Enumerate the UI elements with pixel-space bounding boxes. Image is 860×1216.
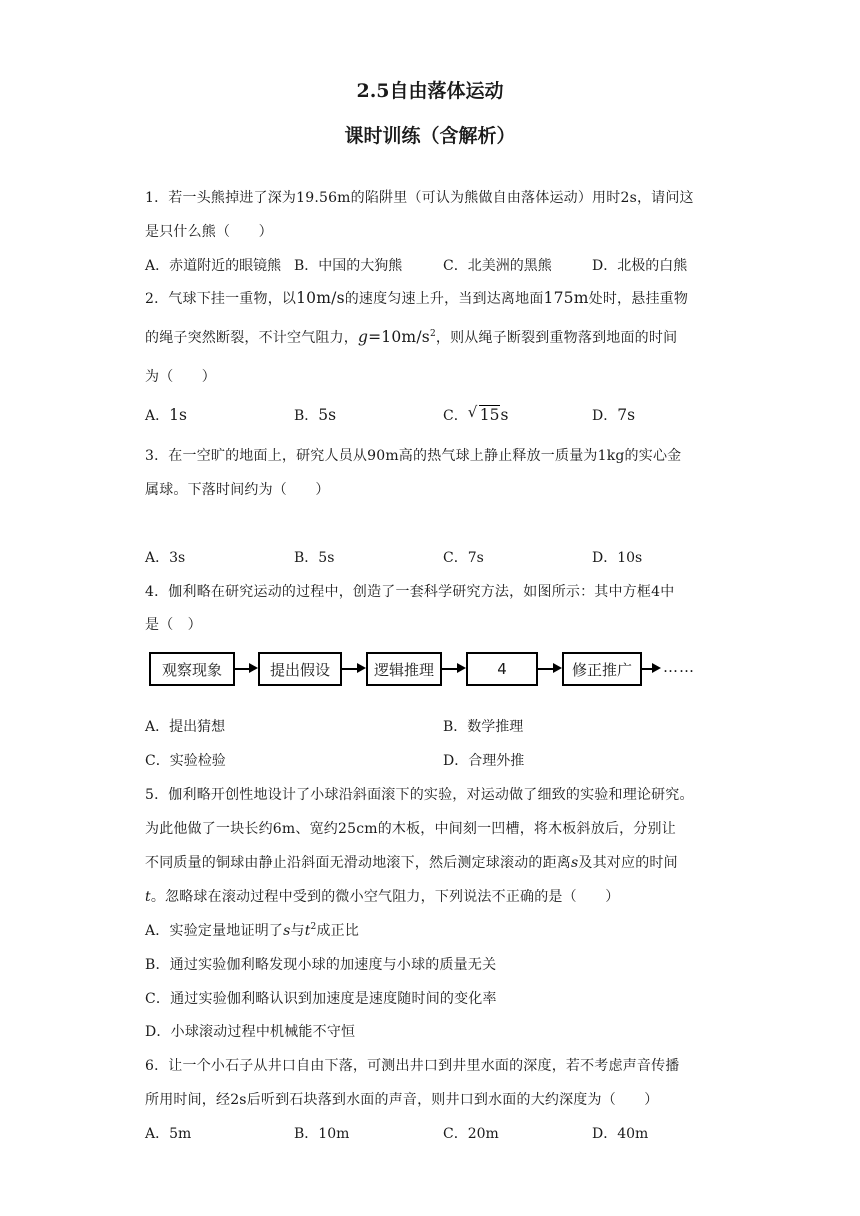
flow-arrow — [442, 668, 457, 670]
q2-speed: 10m/s — [296, 289, 345, 307]
q3-option-b: B．5s — [294, 550, 335, 566]
flow-arrow — [342, 668, 357, 670]
q6-option-d: D．40m — [592, 1126, 649, 1142]
arrow-head-icon — [553, 663, 562, 673]
q6-line1: 6．让一个小石子从井口自由下落，可测出井口到井里水面的深度，若不考虑声音传播 — [145, 1058, 680, 1074]
q4-option-b: B．数学推理 — [443, 719, 524, 735]
arrow-head-icon — [249, 663, 258, 673]
q5-line2: 为此他做了一块长约6m、宽约25cm的木板，中间刻一凹槽，将木板斜放后，分别让 — [145, 821, 676, 837]
q6-option-b: B．10m — [294, 1126, 350, 1142]
q6-option-c: C．20m — [443, 1126, 499, 1142]
flow-arrow — [538, 668, 553, 670]
q6-line2: 所用时间，经2s后听到石块落到水面的声音，则井口到水面的大约深度为（ ） — [145, 1092, 659, 1108]
flow-box-generalize: 修正推广 — [562, 652, 642, 686]
q2-text-b: 的速度匀速上升，当到达离地面 — [344, 291, 544, 307]
q1-option-d: D．北极的白熊 — [592, 258, 688, 274]
q2-line2 — [145, 327, 677, 347]
arrow-head-icon — [652, 663, 661, 673]
q2-line1 — [145, 288, 688, 308]
flow-arrow — [235, 668, 249, 670]
q2-line3: 为（ ） — [145, 369, 216, 385]
q5-line3: 不同质量的铜球由静止沿斜面无滑动地滚下，然后测定球滚动的距离s及其对应的时间 — [145, 855, 678, 871]
q2-option-b: B．5s — [294, 406, 337, 424]
q3-option-c: C．7s — [443, 550, 484, 566]
flow-arrow — [642, 668, 652, 670]
q1-option-a: A．赤道附近的眼镜熊 — [145, 258, 282, 274]
q4-option-c: C．实验检验 — [145, 753, 226, 769]
q3-line1: 3．在一空旷的地面上，研究人员从90m高的热气球上静止释放一质量为1kg的实心金 — [145, 448, 682, 464]
q4-line2: 是（ ） — [145, 617, 202, 633]
flow-box-4: 4 — [466, 652, 538, 686]
q5-option-c: C．通过实验伽利略认识到加速度是速度随时间的变化率 — [145, 991, 497, 1007]
flow-dots: …… — [663, 658, 695, 676]
q1-line1: 1．若一头熊掉进了深为19.56m的陷阱里（可认为熊做自由落体运动）用时2s，请问这 — [145, 190, 694, 206]
flow-diagram — [145, 648, 705, 692]
flow-box-hypothesis: 提出假设 — [258, 652, 342, 686]
page-title: 2.5自由落体运动 — [356, 80, 504, 102]
q6-option-a: A．5m — [145, 1126, 192, 1142]
q1-option-c: C．北美洲的黑熊 — [443, 258, 552, 274]
q5-line4: t。忽略球在滚动过程中受到的微小空气阻力，下列说法不正确的是（ ） — [145, 889, 620, 905]
q2-option-d: D．7s — [592, 406, 636, 424]
arrow-head-icon — [457, 663, 466, 673]
q2-height: 175m — [543, 289, 589, 307]
q5-option-b: B．通过实验伽利略发现小球的加速度与小球的质量无关 — [145, 957, 497, 973]
q4-line1: 4．伽利略在研究运动的过程中，创造了一套科学研究方法，如图所示：其中方框4中 — [145, 584, 675, 600]
q5-option-d: D．小球滚动过程中机械能不守恒 — [145, 1024, 356, 1040]
q3-line2: 属球。下落时间约为（ ） — [145, 482, 330, 498]
q1-line2: 是只什么熊（ ） — [145, 224, 273, 240]
q4-option-a: A．提出猜想 — [145, 719, 226, 735]
q4-option-d: D．合理外推 — [443, 753, 525, 769]
q2-text-a: 2．气球下挂一重物，以 — [145, 291, 297, 307]
page-subtitle: 课时训练（含解析） — [344, 125, 516, 147]
flow-box-reasoning: 逻辑推理 — [366, 652, 442, 686]
q2-text-e: ，则从绳子断裂到重物落到地面的时间 — [435, 330, 678, 346]
q2-text-d: 的绳子突然断裂，不计空气阻力， — [145, 330, 358, 346]
flow-box-observe: 观察现象 — [149, 652, 235, 686]
q2-text-c: 处时，悬挂重物 — [588, 291, 689, 307]
q5-option-a: A．实验定量地证明了s与$t^2$成正比 — [145, 922, 360, 939]
q2-gravity: $g=10m/s^2$ — [358, 328, 436, 346]
q5-line1: 5．伽利略开创性地设计了小球沿斜面滚下的实验，对运动做了细致的实验和理论研究。 — [145, 787, 694, 803]
q1-option-b: B．中国的大狗熊 — [294, 258, 403, 274]
arrow-head-icon — [357, 663, 366, 673]
q3-option-a: A．3s — [145, 550, 186, 566]
q2-option-a: A．1s — [145, 406, 187, 424]
q2-option-c: C． √ 15s — [443, 403, 509, 424]
q3-option-d: D．10s — [592, 550, 643, 566]
sqrt-symbol: √ 15 — [467, 403, 500, 424]
